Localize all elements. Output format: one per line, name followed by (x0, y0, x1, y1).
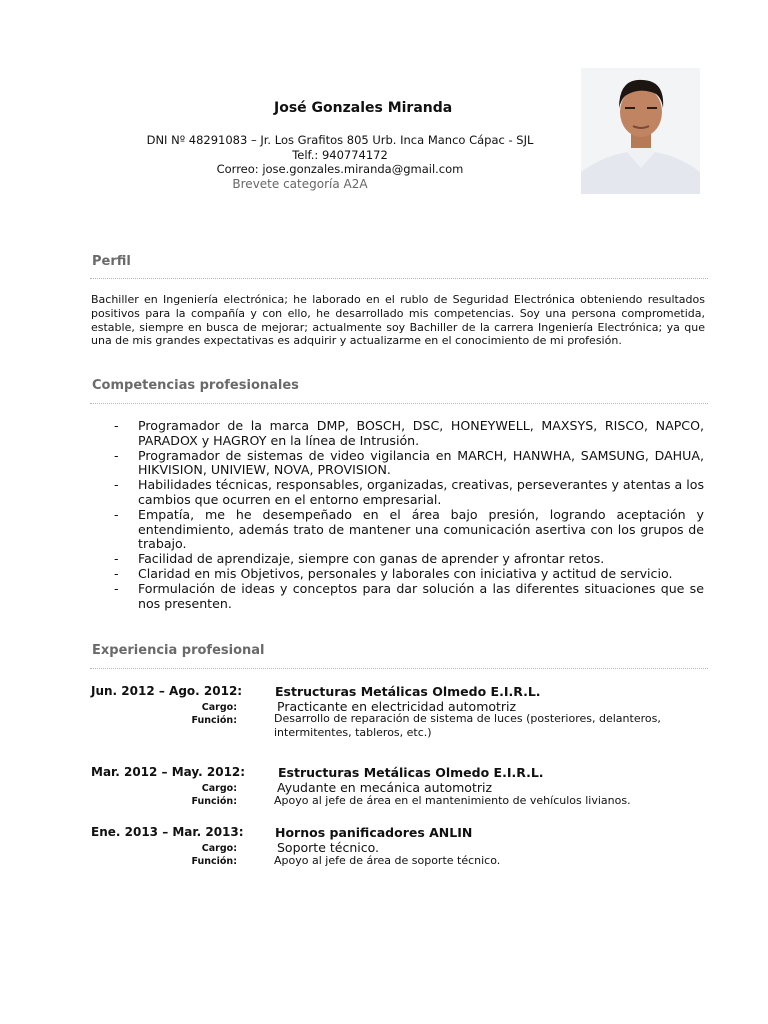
cargo-label: Cargo: (201, 783, 237, 794)
person-photo-icon (581, 68, 700, 194)
license-line: Brevete categoría A2A (232, 176, 368, 191)
job-period: Jun. 2012 – Ago. 2012: (91, 684, 243, 698)
profile-photo (581, 68, 700, 194)
job-cargo: Soporte técnico. (277, 840, 380, 855)
skill-item: - Facilidad de aprendizaje, siempre con ganas de aprender y afrontar retos. (114, 552, 704, 567)
job-funcion: Apoyo al jefe de área en el mantenimiento de vehículos livianos. (274, 794, 631, 807)
skill-item: - Programador de sistemas de video vigilancia en MARCH, HANWHA, SAMSUNG, DAHUA, HIKVISION, UNIVIEW, NOVA, PROVISION. (114, 449, 704, 479)
profile-divider (90, 278, 708, 279)
candidate-name: José Gonzales Miranda (274, 100, 453, 116)
job-funcion: Apoyo al jefe de área de soporte técnico. (274, 854, 501, 867)
profile-text: Bachiller en Ingeniería electrónica; he laborado en el rublo de Seguridad Electrónica obteniendo resultados positivos para la compañía y con ello, he desarrollado mis competencias. Soy una persona comprometida, estable, siempre en busca de mejorar; actualmente soy Bachiller de la carrera Ingeniería Electrónica; ya que una de mis grandes expectativas es adquirir y actualizarme en el conocimiento de mi profesión. (91, 293, 705, 348)
cargo-label: Cargo: (201, 702, 237, 713)
skill-item: - Programador de la marca DMP, BOSCH, DSC, HONEYWELL, MAXSYS, RISCO, NAPCO, PARADOX y HAGROY en la línea de Intrusión. (114, 419, 704, 449)
profile-section-title: Perfil (92, 254, 131, 269)
job-entry (91, 825, 711, 895)
address-line: DNI Nº 48291083 – Jr. Los Grafitos 805 Urb. Inca Manco Cápac - SJL (146, 133, 534, 147)
job-company: Estructuras Metálicas Olmedo E.I.R.L. (278, 765, 544, 780)
skill-item: - Habilidades técnicas, responsables, organizadas, creativas, perseverantes y atentas a los cambios que ocurren en el entorno empresarial. (114, 478, 704, 508)
experience-section-title: Experiencia profesional (92, 643, 265, 658)
skill-item: - Empatía, me he desempeñado en el área bajo presión, logrando aceptación y entendimiento, además trato de mantener una comunicación asertiva con los grupos de trabajo. (114, 508, 704, 552)
job-period: Ene. 2013 – Mar. 2013: (91, 825, 244, 839)
job-period: Mar. 2012 – May. 2012: (91, 765, 246, 779)
job-cargo: Practicante en electricidad automotriz (277, 699, 517, 714)
skills-section-title: Competencias profesionales (92, 378, 299, 393)
skill-item: - Formulación de ideas y conceptos para dar solución a las diferentes situaciones que se nos presenten. (114, 582, 704, 612)
contact-block (90, 133, 590, 191)
phone-line: Telf.: 940774172 (292, 147, 388, 162)
email-line: Correo: jose.gonzales.miranda@gmail.com (216, 162, 464, 176)
funcion-label: Función: (191, 796, 237, 807)
job-company: Estructuras Metálicas Olmedo E.I.R.L. (275, 684, 541, 699)
skill-item: - Claridad en mis Objetivos, personales y laborales con iniciativa y actitud de servicio. (114, 567, 704, 582)
skills-list (114, 419, 704, 611)
cargo-label: Cargo: (201, 843, 237, 854)
experience-divider (90, 668, 708, 669)
job-entry (91, 684, 711, 754)
job-cargo: Ayudante en mecánica automotriz (277, 780, 493, 795)
funcion-label: Función: (191, 715, 237, 726)
job-funcion: Desarrollo de reparación de sistema de luces (posteriores, delanteros, intermitentes, tableros, etc.) (274, 712, 661, 739)
job-company: Hornos panificadores ANLIN (275, 825, 473, 840)
funcion-label: Función: (191, 856, 237, 867)
skills-divider (90, 403, 708, 404)
